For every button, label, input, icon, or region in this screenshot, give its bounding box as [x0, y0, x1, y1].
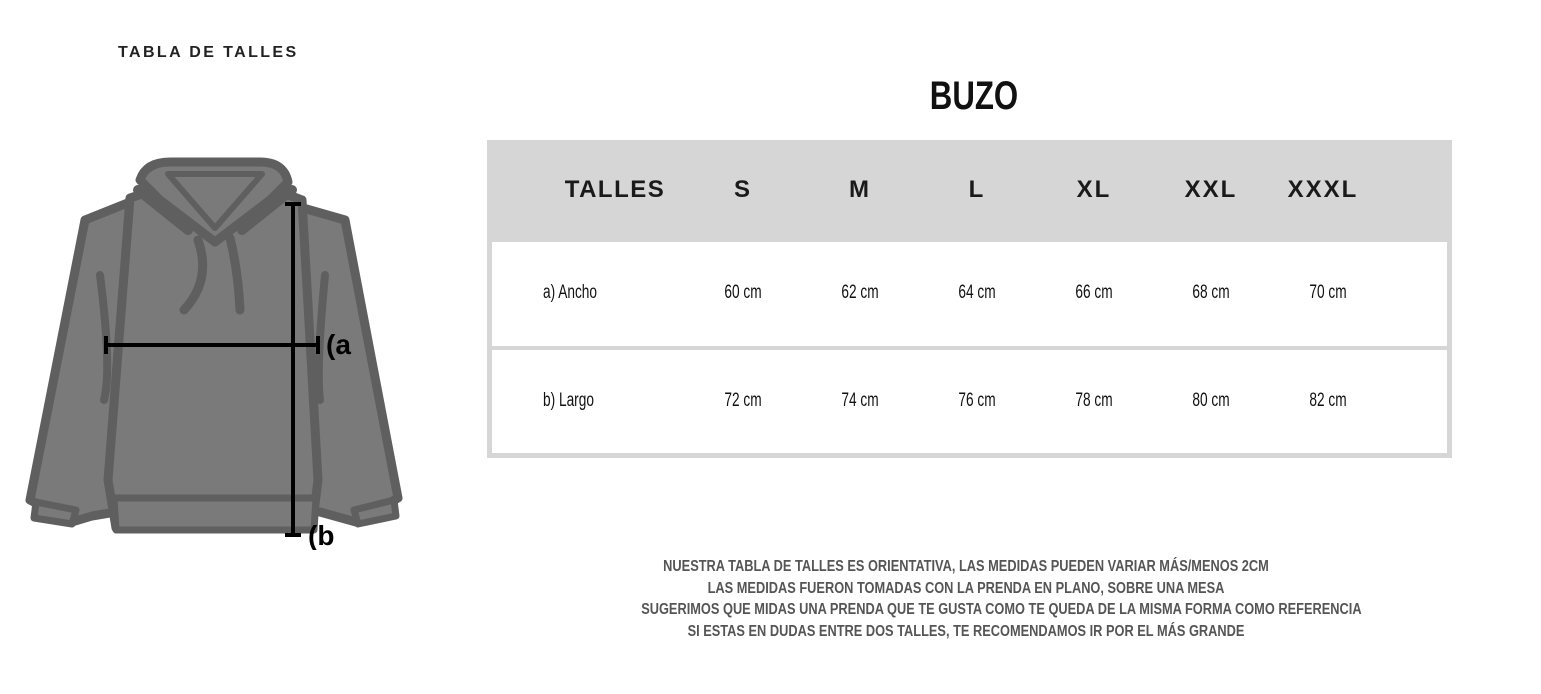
column-header-s: S: [733, 176, 752, 203]
column-header-xxl: XXL: [1184, 176, 1238, 203]
size-notes: [641, 556, 1362, 642]
column-header-l: L: [968, 176, 986, 203]
column-header-xl: XL: [1076, 176, 1112, 203]
table-cell: 68 cm: [1192, 282, 1230, 303]
row-label-largo: b) Largo: [543, 390, 594, 411]
measure-label-a: (a: [326, 329, 351, 360]
size-table: [487, 140, 1452, 458]
table-cell: 74 cm: [841, 390, 879, 411]
note-line: LAS MEDIDAS FUERON TOMADAS CON LA PRENDA EN PLANO, SOBRE UNA MESA: [707, 579, 1225, 597]
note-line: SUGERIMOS QUE MIDAS UNA PRENDA QUE TE GUSTA COMO TE QUEDA DE LA MISMA FORMA COMO REFERENCIA: [641, 601, 1362, 619]
table-row: [492, 242, 1447, 346]
table-cell: 60 cm: [724, 282, 762, 303]
product-title: BUZO: [929, 74, 1019, 118]
row-label-ancho: a) Ancho: [543, 282, 597, 303]
measure-label-b: (b: [308, 520, 335, 550]
column-header-m: M: [849, 176, 871, 203]
note-line: NUESTRA TABLA DE TALLES ES ORIENTATIVA, LAS MEDIDAS PUEDEN VARIAR MÁS/MENOS 2CM: [663, 558, 1269, 575]
table-cell: 82 cm: [1309, 390, 1347, 411]
table-cell: 80 cm: [1192, 390, 1230, 411]
column-header-xxxl: XXXL: [1287, 176, 1359, 203]
table-cell: 70 cm: [1309, 282, 1347, 303]
table-cell: 76 cm: [958, 390, 996, 411]
table-header-row: [487, 140, 1452, 240]
hoodie-diagram: [20, 150, 410, 550]
table-cell: 62 cm: [841, 282, 879, 303]
note-line: SI ESTAS EN DUDAS ENTRE DOS TALLES, TE RECOMENDAMOS IR POR EL MÁS GRANDE: [687, 622, 1245, 640]
table-cell: 66 cm: [1075, 282, 1113, 303]
size-chart-label: TABLA DE TALLES: [118, 44, 299, 61]
column-header-talles: TALLES: [564, 176, 666, 203]
table-cell: 64 cm: [958, 282, 996, 303]
table-cell: 72 cm: [724, 390, 762, 411]
table-row: [492, 350, 1447, 453]
table-cell: 78 cm: [1075, 390, 1113, 411]
